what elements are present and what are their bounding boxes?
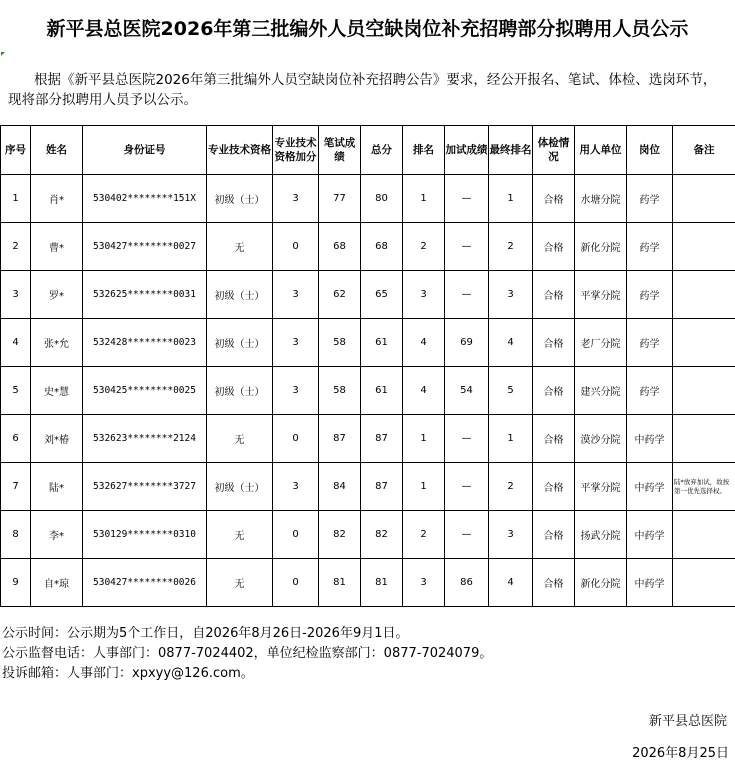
- cell-qual: 初级（士）: [207, 175, 273, 223]
- cell-bonus: 0: [273, 223, 319, 271]
- table-row: [1, 271, 735, 319]
- cell-unit: 建兴分院: [575, 367, 627, 415]
- cell-bonus: 3: [273, 367, 319, 415]
- cell-exam: 合格: [533, 271, 575, 319]
- cell-final: 4: [489, 559, 533, 607]
- table-row: [1, 223, 735, 271]
- cell-final: 3: [489, 271, 533, 319]
- cell-unit: 老厂分院: [575, 319, 627, 367]
- cell-exam: 合格: [533, 367, 575, 415]
- cell-exam: 合格: [533, 511, 575, 559]
- cell-no: 7: [1, 463, 31, 511]
- column-header: 用人单位: [575, 126, 627, 175]
- cell-extra: 69: [445, 319, 489, 367]
- notice-email: 投诉邮箱：人事部门：xpxyy@126.com。: [2, 666, 254, 681]
- cell-final: 1: [489, 415, 533, 463]
- cell-bonus: 3: [273, 463, 319, 511]
- cell-written: 77: [319, 175, 361, 223]
- cell-bonus: 3: [273, 175, 319, 223]
- cell-unit: 水塘分院: [575, 175, 627, 223]
- cell-no: 3: [1, 271, 31, 319]
- cell-note: [673, 319, 735, 367]
- cell-exam: 合格: [533, 415, 575, 463]
- cell-unit: 新化分院: [575, 559, 627, 607]
- page-title: 新平县总医院2026年第三批编外人员空缺岗位补充招聘部分拟聘用人员公示: [46, 18, 689, 40]
- cell-extra: —: [445, 175, 489, 223]
- cell-extra: —: [445, 415, 489, 463]
- cell-total: 61: [361, 367, 403, 415]
- corner-mark: [1, 52, 5, 56]
- cell-qual: 无: [207, 223, 273, 271]
- table-row: [1, 367, 735, 415]
- notice-phone: 公示监督电话：人事部门：0877-7024402，单位纪检监察部门：0877-7024079。: [2, 646, 493, 661]
- cell-final: 1: [489, 175, 533, 223]
- cell-rank: 1: [403, 463, 445, 511]
- cell-id: 530425********0025: [83, 367, 207, 415]
- cell-name: 肖*: [31, 175, 83, 223]
- cell-total: 61: [361, 319, 403, 367]
- cell-written: 87: [319, 415, 361, 463]
- cell-extra: 54: [445, 367, 489, 415]
- cell-post: 药学: [627, 175, 673, 223]
- cell-written: 58: [319, 319, 361, 367]
- cell-qual: 初级（士）: [207, 271, 273, 319]
- column-header: 专业技术资格加分: [273, 126, 319, 175]
- cell-no: 1: [1, 175, 31, 223]
- cell-name: 罗*: [31, 271, 83, 319]
- cell-rank: 3: [403, 559, 445, 607]
- cell-final: 5: [489, 367, 533, 415]
- cell-rank: 1: [403, 415, 445, 463]
- cell-rank: 3: [403, 271, 445, 319]
- column-header: 专业技术资格: [207, 126, 273, 175]
- table-header-row: [1, 126, 735, 175]
- cell-rank: 4: [403, 319, 445, 367]
- cell-note: [673, 175, 735, 223]
- cell-qual: 初级（士）: [207, 319, 273, 367]
- cell-id: 532428********0023: [83, 319, 207, 367]
- column-header: 岗位: [627, 126, 673, 175]
- cell-written: 68: [319, 223, 361, 271]
- cell-id: 530427********0027: [83, 223, 207, 271]
- cell-post: 药学: [627, 271, 673, 319]
- column-header: 笔试成绩: [319, 126, 361, 175]
- cell-extra: —: [445, 271, 489, 319]
- cell-name: 史*慧: [31, 367, 83, 415]
- cell-written: 62: [319, 271, 361, 319]
- cell-total: 80: [361, 175, 403, 223]
- cell-name: 张*允: [31, 319, 83, 367]
- cell-exam: 合格: [533, 319, 575, 367]
- cell-post: 中药学: [627, 463, 673, 511]
- cell-final: 2: [489, 463, 533, 511]
- candidate-table: [0, 125, 735, 607]
- cell-no: 5: [1, 367, 31, 415]
- cell-exam: 合格: [533, 559, 575, 607]
- cell-bonus: 3: [273, 319, 319, 367]
- cell-no: 6: [1, 415, 31, 463]
- cell-name: 李*: [31, 511, 83, 559]
- cell-written: 82: [319, 511, 361, 559]
- cell-exam: 合格: [533, 463, 575, 511]
- cell-post: 药学: [627, 223, 673, 271]
- cell-id: 532623********2124: [83, 415, 207, 463]
- cell-bonus: 0: [273, 511, 319, 559]
- cell-unit: 扬武分院: [575, 511, 627, 559]
- cell-total: 65: [361, 271, 403, 319]
- cell-no: 8: [1, 511, 31, 559]
- cell-no: 9: [1, 559, 31, 607]
- column-header: 姓名: [31, 126, 83, 175]
- cell-post: 中药学: [627, 511, 673, 559]
- table-row: [1, 415, 735, 463]
- cell-rank: 2: [403, 223, 445, 271]
- cell-qual: 初级（士）: [207, 463, 273, 511]
- column-header: 加试成绩: [445, 126, 489, 175]
- cell-id: 532627********3727: [83, 463, 207, 511]
- column-header: 体检情况: [533, 126, 575, 175]
- notice-period: 公示时间：公示期为5个工作日，自2026年8月26日-2026年9月1日。: [2, 626, 409, 641]
- cell-final: 2: [489, 223, 533, 271]
- cell-qual: 初级（士）: [207, 367, 273, 415]
- cell-unit: 平掌分院: [575, 463, 627, 511]
- cell-post: 中药学: [627, 559, 673, 607]
- cell-note: [673, 367, 735, 415]
- cell-final: 4: [489, 319, 533, 367]
- column-header: 最终排名: [489, 126, 533, 175]
- cell-note: [673, 511, 735, 559]
- cell-extra: 86: [445, 559, 489, 607]
- cell-bonus: 0: [273, 415, 319, 463]
- column-header: 备注: [673, 126, 735, 175]
- cell-unit: 新化分院: [575, 223, 627, 271]
- cell-written: 58: [319, 367, 361, 415]
- cell-bonus: 0: [273, 559, 319, 607]
- cell-id: 530427********0026: [83, 559, 207, 607]
- table-row: [1, 175, 735, 223]
- column-header: 排名: [403, 126, 445, 175]
- cell-id: 532625********0031: [83, 271, 207, 319]
- cell-extra: —: [445, 511, 489, 559]
- table-row: [1, 463, 735, 511]
- cell-rank: 2: [403, 511, 445, 559]
- cell-total: 87: [361, 415, 403, 463]
- cell-qual: 无: [207, 415, 273, 463]
- cell-name: 曹*: [31, 223, 83, 271]
- column-header: 身份证号: [83, 126, 207, 175]
- cell-name: 自*琼: [31, 559, 83, 607]
- column-header: 序号: [1, 126, 31, 175]
- cell-post: 中药学: [627, 415, 673, 463]
- cell-qual: 无: [207, 559, 273, 607]
- table-row: [1, 511, 735, 559]
- cell-id: 530402********151X: [83, 175, 207, 223]
- table-row: [1, 319, 735, 367]
- cell-qual: 无: [207, 511, 273, 559]
- cell-note: [673, 415, 735, 463]
- cell-note: [673, 271, 735, 319]
- cell-total: 81: [361, 559, 403, 607]
- cell-post: 药学: [627, 367, 673, 415]
- intro-paragraph: 根据《新平县总医院2026年第三批编外人员空缺岗位补充招聘公告》要求，经公开报名、笔试、体检、选岗环节，现将部分拟聘用人员予以公示。: [8, 72, 717, 108]
- cell-exam: 合格: [533, 175, 575, 223]
- cell-unit: 平掌分院: [575, 271, 627, 319]
- cell-bonus: 3: [273, 271, 319, 319]
- cell-rank: 1: [403, 175, 445, 223]
- column-header: 总分: [361, 126, 403, 175]
- cell-written: 84: [319, 463, 361, 511]
- cell-name: 刘*椿: [31, 415, 83, 463]
- signature-org: 新平县总医院: [648, 714, 727, 729]
- cell-note: 陆*放弃加试，故按第一优先选择权。: [673, 463, 735, 511]
- cell-extra: —: [445, 223, 489, 271]
- cell-post: 药学: [627, 319, 673, 367]
- cell-unit: 漠沙分院: [575, 415, 627, 463]
- cell-extra: —: [445, 463, 489, 511]
- cell-total: 68: [361, 223, 403, 271]
- cell-no: 2: [1, 223, 31, 271]
- cell-note: [673, 223, 735, 271]
- cell-rank: 4: [403, 367, 445, 415]
- cell-total: 87: [361, 463, 403, 511]
- table-row: [1, 559, 735, 607]
- cell-note: [673, 559, 735, 607]
- cell-written: 81: [319, 559, 361, 607]
- cell-exam: 合格: [533, 223, 575, 271]
- footer-notice: [2, 624, 492, 684]
- cell-name: 陆*: [31, 463, 83, 511]
- cell-total: 82: [361, 511, 403, 559]
- cell-id: 530129********0310: [83, 511, 207, 559]
- cell-no: 4: [1, 319, 31, 367]
- cell-final: 3: [489, 511, 533, 559]
- signature-date: 2026年8月25日: [632, 746, 729, 761]
